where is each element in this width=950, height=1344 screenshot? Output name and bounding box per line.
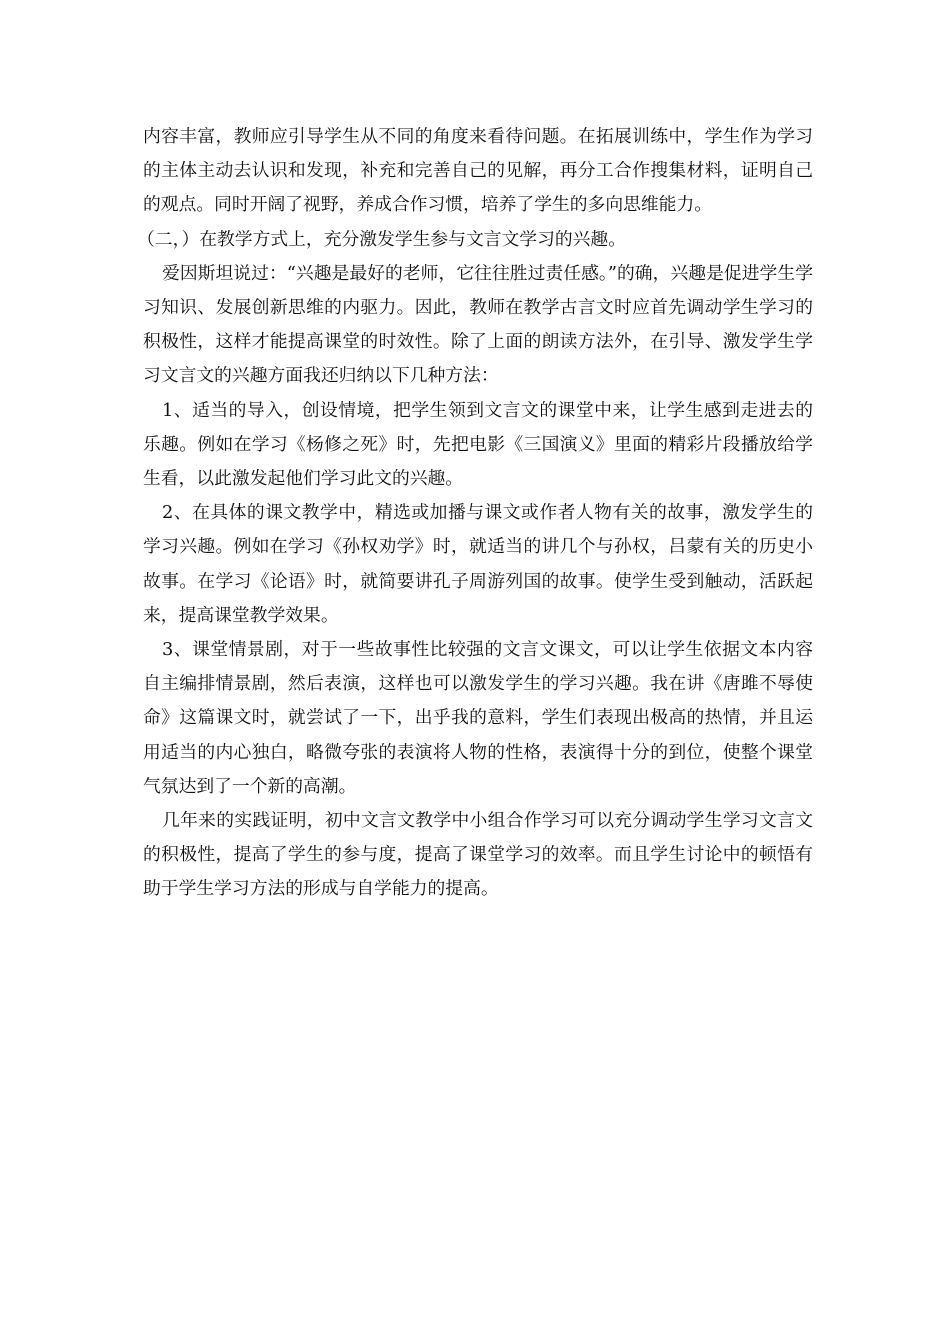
paragraph-conclusion: 几年来的实践证明，初中文言文教学中小组合作学习可以充分调动学生学习文言文的积极性，提高了学生的参与度，提高了课堂学习的效率。而且学生讨论中的顿悟有助于学生学习方法的形成与自学能力的提高。: [143, 810, 813, 900]
section-heading: （二，）在教学方式上，充分激发学生参与文言文学习的兴趣。: [137, 228, 626, 250]
document-body: [137, 120, 813, 907]
list-item-1: 1、适当的导入，创设情境，把学生领到文言文的课堂中来，让学生感到走进去的乐趣。例如在学习《杨修之死》时，先把电影《三国演义》里面的精彩片段播放给学生看，以此激发起他们学习此文的兴趣。: [143, 399, 813, 490]
list-item-2: 2、在具体的课文教学中，精选或加播与课文或作者人物有关的故事，激发学生的学习兴趣。例如在学习《孙权劝学》时，就适当的讲几个与孙权，吕蒙有关的历史小故事。在学习《论语》时，就简要讲孔子周游列国的故事。使学生受到触动，活跃起来，提高课堂教学效果。: [143, 502, 813, 626]
list-item-3: 3、课堂情景剧，对于一些故事性比较强的文言文课文，可以让学生依据文本内容自主编排情景剧，然后表演，这样也可以激发学生的学习兴趣。我在讲《唐雎不辱使命》这篇课文时，就尝试了一下，出乎我的意料，学生们表现出极高的热情，并且运用适当的内心独白，略微夸张的表演将人物的性格，表演得十分的到位，使整个课堂气氛达到了一个新的高潮。: [143, 639, 813, 797]
paragraph-einstein-quote: 爱因斯坦说过：“兴趣是最好的老师，它往往胜过责任感。”的确，兴趣是促进学生学习知识、发展创新思维的内驱力。因此，教师在教学古言文时应首先调动学生学习的积极性，这样才能提高课堂的时效性。除了上面的朗读方法外，在引导、激发学生学习文言文的兴趣方面我还归纳以下几种方法：: [143, 262, 813, 387]
paragraph-continuation: 内容丰富，教师应引导学生从不同的角度来看待问题。在拓展训练中，学生作为学习的主体主动去认识和发现，补充和完善自己的见解，再分工合作搜集材料，证明自己的观点。同时开阔了视野，养成合作习惯，培养了学生的多向思维能力。: [143, 126, 813, 216]
